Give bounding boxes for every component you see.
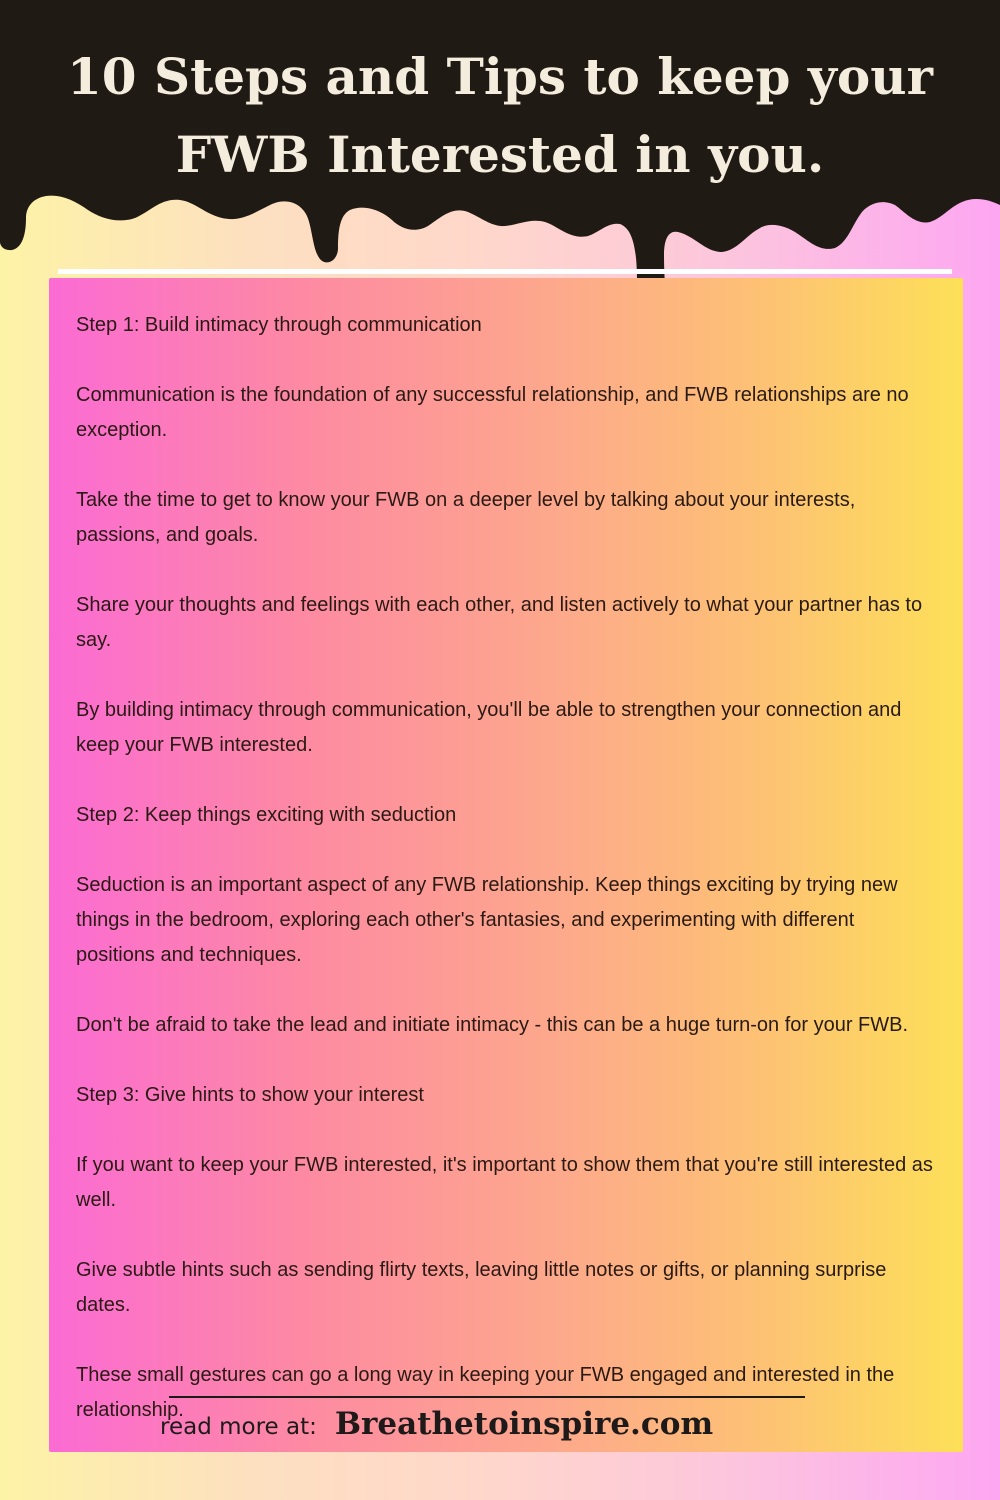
site-link[interactable]: Breathetoinspire.com	[334, 1406, 714, 1442]
title-line-1: 10 Steps and Tips to keep your	[67, 47, 933, 106]
paragraph: Seduction is an important aspect of any FWB relationship. Keep things exciting by trying new things in the bedroom, exploring each other's fantasies, and experimenting with different positions and techniques.	[76, 874, 898, 966]
paragraph: Communication is the foundation of any successful relationship, and FWB relationships are no exception.	[76, 384, 909, 441]
content-card	[49, 278, 963, 1452]
read-more-footer	[160, 1406, 860, 1450]
page-title	[0, 38, 1000, 194]
step-heading: Step 1: Build intimacy through communication	[76, 314, 482, 336]
article-body	[76, 308, 938, 1463]
step-heading: Step 3: Give hints to show your interest	[76, 1084, 424, 1106]
footer-divider	[169, 1396, 805, 1398]
paragraph: By building intimacy through communication, you'll be able to strengthen your connection and keep your FWB interested.	[76, 699, 902, 756]
divider-line	[58, 269, 952, 274]
step-heading: Step 2: Keep things exciting with seduction	[76, 804, 457, 826]
paragraph: Share your thoughts and feelings with each other, and listen actively to what your partner has to say.	[76, 594, 923, 651]
paragraph: Don't be afraid to take the lead and initiate intimacy - this can be a huge turn-on for your FWB.	[76, 1014, 909, 1036]
read-more-label: read more at:	[160, 1414, 317, 1440]
paragraph: Give subtle hints such as sending flirty texts, leaving little notes or gifts, or planning surprise dates.	[76, 1259, 887, 1316]
title-line-2: FWB Interested in you.	[175, 125, 825, 184]
paragraph: Take the time to get to know your FWB on a deeper level by talking about your interests, passions, and goals.	[76, 489, 856, 546]
paragraph: These small gestures can go a long way in keeping your FWB engaged and interested in the relationship.	[76, 1364, 895, 1421]
paragraph: If you want to keep your FWB interested, it's important to show them that you're still interested as well.	[76, 1154, 933, 1211]
